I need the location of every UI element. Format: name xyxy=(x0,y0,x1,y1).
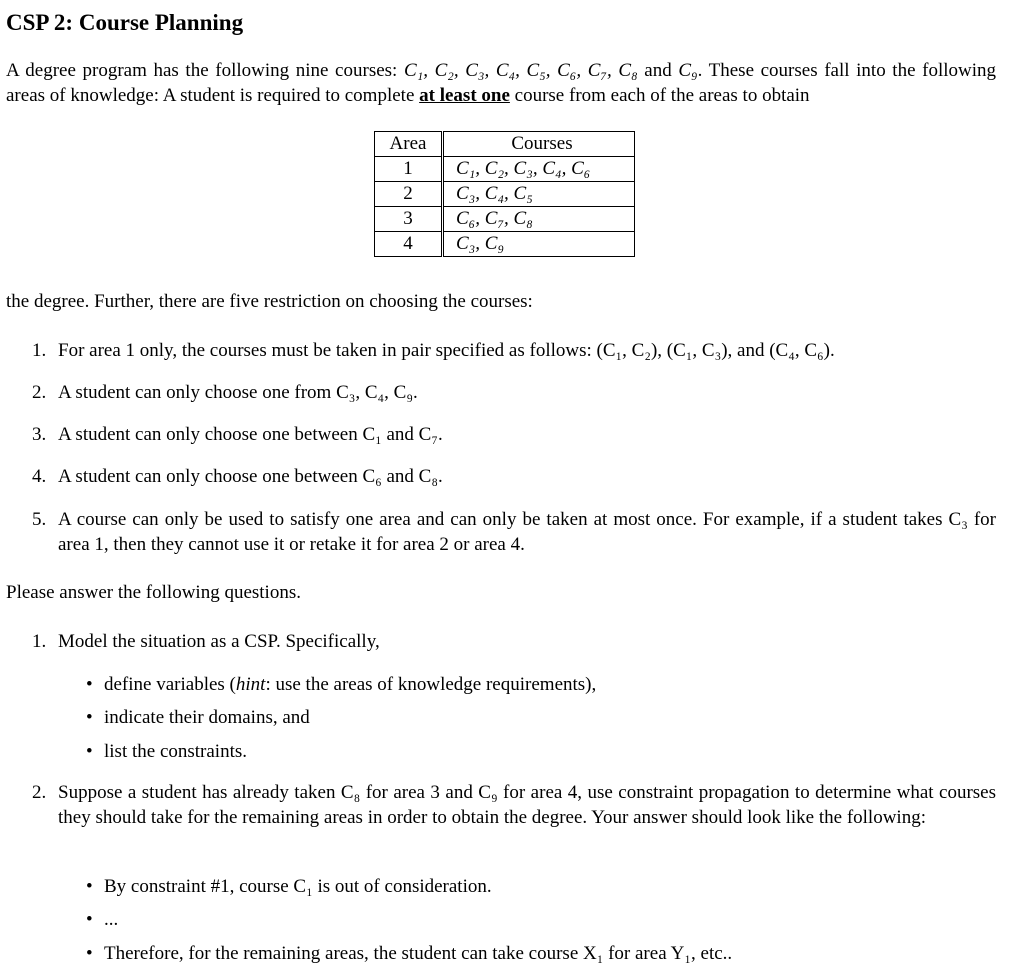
table-header-courses: Courses xyxy=(443,132,635,157)
restriction-text: A student can only choose one between C₁ and C₇. xyxy=(58,424,443,445)
restriction-number: 5. xyxy=(32,509,47,530)
restriction-text: A course can only be used to satisfy one area and can only be taken at most once. For example, if a student takes C₃ for area 1, then they cannot use it or retake it for area 2 or area 4. xyxy=(58,509,996,555)
question-text: Suppose a student has already taken C₈ for area 3 and C₉ for area 4, use constraint propagation to determine what courses they should take for the remaining areas in order to obtain the degree. Your answer should look like the following: xyxy=(58,782,996,828)
intro-last-course: C₉ xyxy=(678,60,698,81)
bullet-glyph: • xyxy=(86,707,93,728)
bullet-glyph: • xyxy=(86,674,93,695)
intro-and: and xyxy=(637,60,679,81)
areas-table xyxy=(374,131,635,257)
table-cell-courses: C₃, C₄, C₅ xyxy=(443,182,635,207)
restriction-text: For area 1 only, the courses must be taken in pair specified as follows: (C₁, C₂), (C₁, C₃), and (C₄, C₆). xyxy=(58,340,835,361)
intro-part2: . These courses fall into the following areas of knowledge: A student is required to complete xyxy=(6,60,997,106)
bullet-text: list the constraints. xyxy=(104,741,248,762)
bullet-glyph: • xyxy=(86,909,93,930)
restriction-number: 3. xyxy=(32,424,47,445)
table-cell-courses: C₁, C₂, C₃, C₄, C₆ xyxy=(443,157,635,182)
question-number: 1. xyxy=(32,631,47,652)
table-cell-area: 4 xyxy=(375,232,443,257)
intro-emphasis: at least one xyxy=(419,85,510,106)
bullet-glyph: • xyxy=(86,741,93,762)
question-text: Model the situation as a CSP. Specifically, xyxy=(58,631,380,652)
table-cell-courses: C₆, C₇, C₈ xyxy=(443,207,635,232)
table-cell-area: 1 xyxy=(375,157,443,182)
table-cell-area: 3 xyxy=(375,207,443,232)
intro-paragraph xyxy=(6,58,996,108)
questions-intro: Please answer the following questions. xyxy=(6,582,301,603)
table-header-area: Area xyxy=(375,132,443,157)
bullet-text: define variables ( xyxy=(104,674,236,695)
table-row xyxy=(375,207,635,232)
bullet-text: ... xyxy=(104,909,119,930)
restriction-text: A student can only choose one between C₆ and C₈. xyxy=(58,466,443,487)
continuation-text: the degree. Further, there are five restriction on choosing the courses: xyxy=(6,291,533,312)
table-header-row xyxy=(375,132,635,157)
intro-courses-list: C₁, C₂, C₃, C₄, C₅, C₆, C₇, C₈ xyxy=(403,60,638,81)
bullet-text: By constraint #1, course C₁ is out of consideration. xyxy=(104,876,492,897)
bullet-text-post: : use the areas of knowledge requirements), xyxy=(265,674,597,695)
question-number: 2. xyxy=(32,782,47,803)
table-row xyxy=(375,182,635,207)
hint-label: hint xyxy=(235,674,266,695)
intro-part3: course from each of the areas to obtain xyxy=(509,85,810,106)
table-cell-area: 2 xyxy=(375,182,443,207)
table-row xyxy=(375,232,635,257)
page-title: CSP 2: Course Planning xyxy=(6,10,244,35)
bullet-glyph: • xyxy=(86,943,93,964)
restriction-number: 1. xyxy=(32,340,47,361)
bullet-text: indicate their domains, and xyxy=(104,707,310,728)
table-cell-courses: C₃, C₉ xyxy=(443,232,635,257)
restriction-number: 2. xyxy=(32,382,47,403)
bullet-glyph: • xyxy=(86,876,93,897)
restriction-number: 4. xyxy=(32,466,47,487)
table-row xyxy=(375,157,635,182)
restriction-text: A student can only choose one from C₃, C₄, C₉. xyxy=(58,382,418,403)
bullet-text: Therefore, for the remaining areas, the student can take course X₁ for area Y₁, etc.. xyxy=(104,943,733,964)
intro-part1: A degree program has the following nine courses: xyxy=(6,60,404,81)
